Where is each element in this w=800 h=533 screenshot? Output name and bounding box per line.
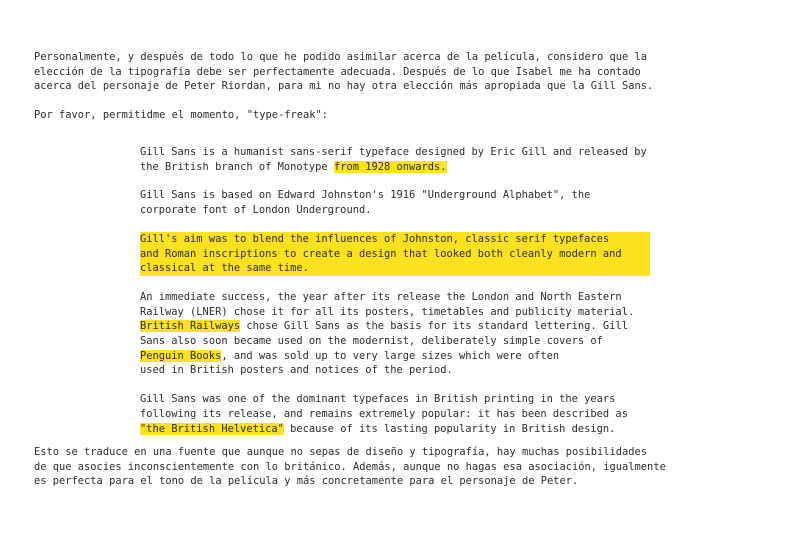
quote-paragraph-2	[140, 188, 700, 217]
quote-paragraph-5	[140, 392, 700, 436]
text-line: classical at the same time.	[140, 262, 309, 275]
highlighted-block	[140, 232, 650, 276]
text-line: de que asocies inconscientemente con lo británico. Además, aunque no hagas esa asociación, igualmente	[34, 460, 666, 473]
quote-paragraph-4	[140, 290, 700, 378]
text-line	[140, 160, 700, 175]
text-line: used in British posters and notices of the period.	[140, 364, 453, 377]
text-line: Gill Sans is a humanist sans-serif typeface designed by Eric Gill and released by	[140, 146, 647, 158]
quote-paragraph-1	[140, 145, 700, 174]
highlighted-text: from 1928 onwards.	[333, 160, 447, 173]
text-segment: the British branch of Monotype	[140, 160, 334, 173]
text-line: Personalmente, y después de todo lo que he podido asimilar acerca de la película, considero que la	[34, 51, 648, 63]
text-line: Gill Sans is based on Edward Johnston's 1916 "Underground Alphabet", the	[140, 189, 591, 202]
text-line: following its release, and remains extremely popular: it has been described as	[140, 407, 628, 420]
outro-section	[34, 445, 774, 489]
text-line: and Roman inscriptions to create a design that looked both cleanly modern and	[140, 247, 622, 260]
quote-paragraph-3	[140, 232, 700, 276]
highlighted-text: "the British Helvetica"	[140, 422, 284, 435]
intro-paragraph-1	[34, 50, 774, 94]
text-line: elección de la tipografía debe ser perfectamente adecuada. Después de lo que Isabel me ha contado	[34, 65, 641, 78]
text-line: es perfecta para el tono de la película y más concretamente para el personaje de Peter.	[34, 475, 579, 488]
text-line: corporate font of London Underground.	[140, 204, 372, 217]
text-line: Sans also soon became used on the modernist, deliberately simple covers of	[140, 335, 603, 348]
text-line: Por favor, permitidme el momento, "type-freak":	[34, 109, 329, 122]
intro-paragraph-2	[34, 108, 774, 123]
text-line: Gill Sans was one of the dominant typefaces in British printing in the years	[140, 393, 616, 406]
intro-section	[34, 50, 774, 123]
text-segment: chose Gill Sans as the basis for its standard lettering. Gill	[240, 320, 628, 333]
text-segment: , and was sold up to very large sizes which were often	[221, 349, 560, 362]
text-segment: because of its lasting popularity in British design.	[283, 422, 616, 435]
text-line: Esto se traduce en una fuente que aunque no sepas de diseño y tipografía, hay muchas posibilidades	[34, 446, 648, 458]
text-line: acerca del personaje de Peter Riordan, para mi no hay otra elección más apropiada que la Gill Sans.	[34, 80, 654, 93]
highlighted-text: Penguin Books	[140, 349, 222, 362]
text-line: Gill's aim was to blend the influences of Johnston, classic serif typefaces	[140, 232, 610, 245]
highlighted-text: British Railways	[140, 320, 241, 333]
text-line	[140, 349, 700, 364]
text-line: Railway (LNER) chose it for all its posters, timetables and publicity material.	[140, 305, 635, 318]
text-line	[140, 422, 700, 437]
text-line: An immediate success, the year after its release the London and North Eastern	[140, 290, 622, 303]
blockquote	[140, 145, 700, 450]
outro-paragraph	[34, 445, 774, 489]
text-line	[140, 319, 700, 334]
